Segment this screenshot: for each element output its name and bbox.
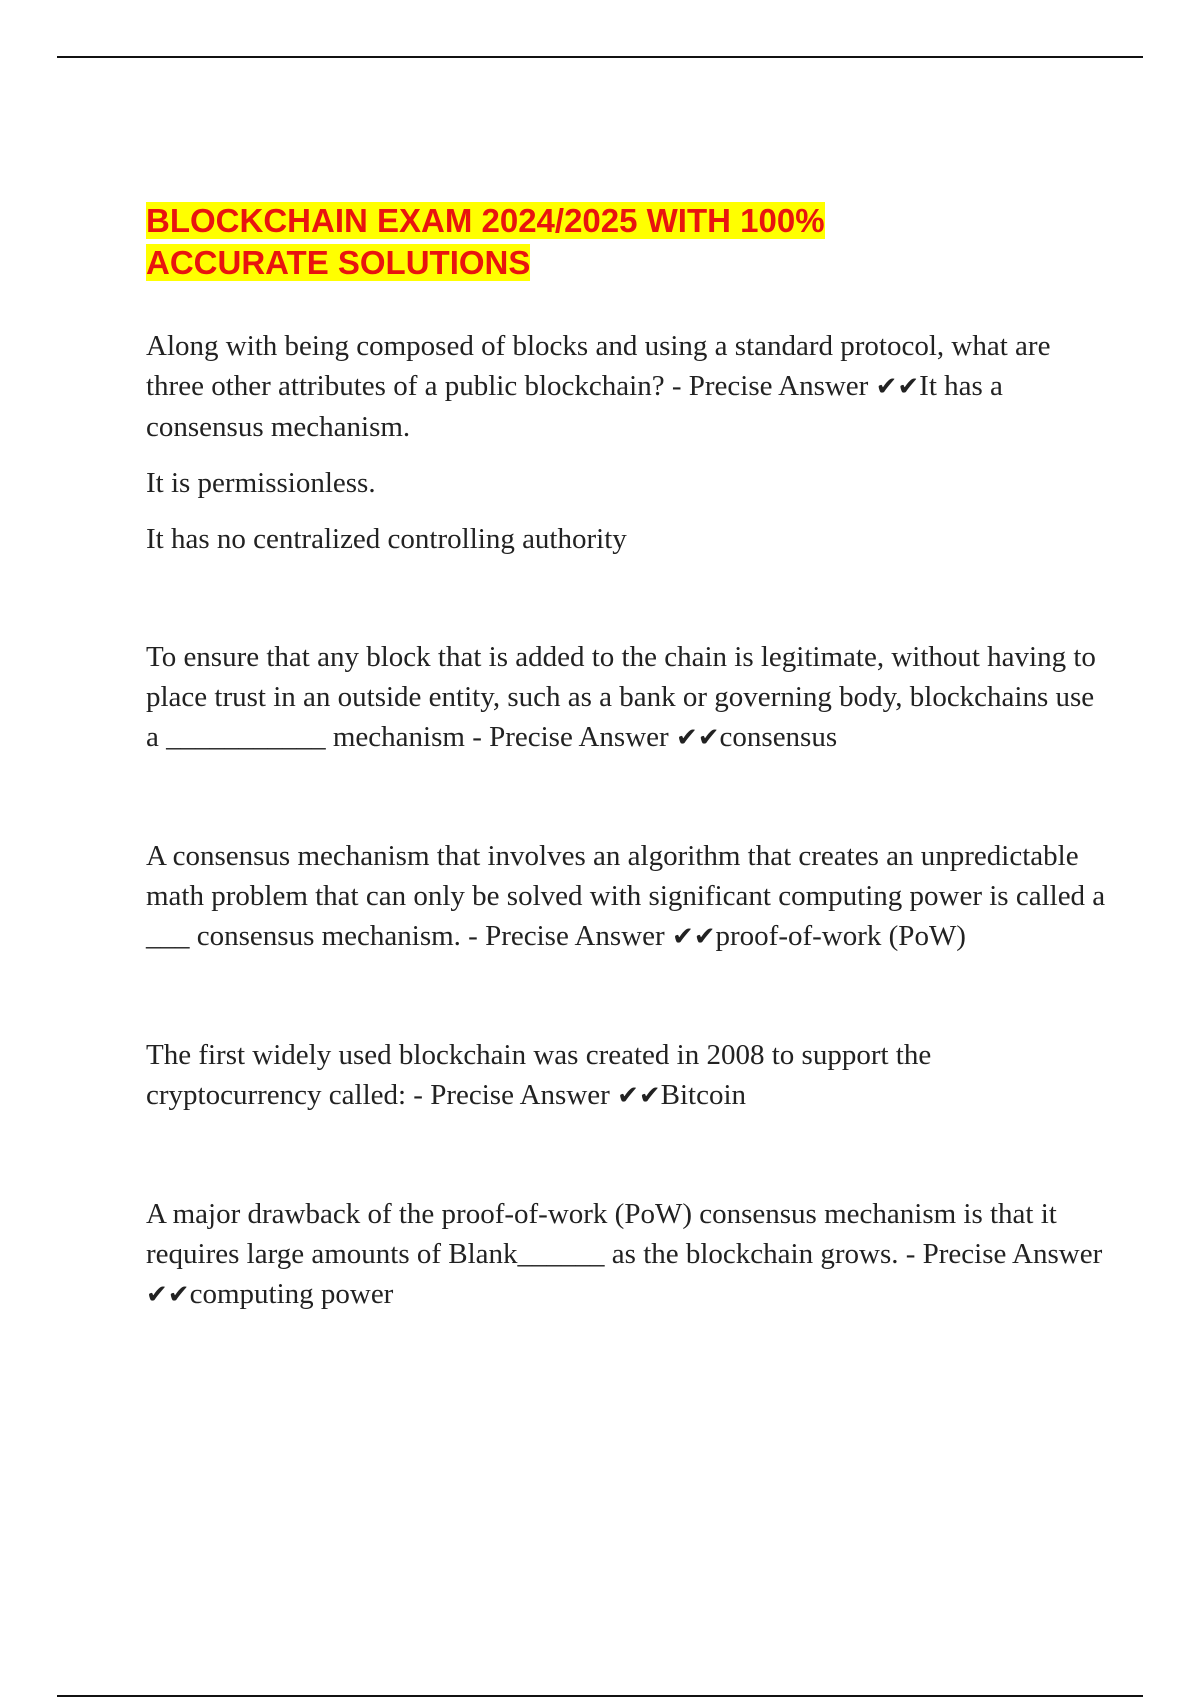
answer-text: computing power xyxy=(189,1278,394,1310)
checkmark-icon: ✔✔ xyxy=(146,1280,190,1310)
answer-text: consensus xyxy=(719,721,838,753)
document-body xyxy=(146,200,1106,1315)
qa-item-2 xyxy=(146,637,1106,758)
checkmark-icon: ✔✔ xyxy=(875,372,920,402)
footer-rule xyxy=(57,1695,1143,1697)
qa-item-4 xyxy=(146,1035,1106,1116)
document-title xyxy=(146,200,1106,284)
qa-paragraph xyxy=(146,1194,1106,1315)
checkmark-icon: ✔✔ xyxy=(617,1081,661,1111)
qa-item-1 xyxy=(146,326,1106,559)
header-rule xyxy=(57,56,1143,58)
title-line-2: ACCURATE SOLUTIONS xyxy=(146,244,531,281)
qa-paragraph xyxy=(146,836,1106,957)
checkmark-icon: ✔✔ xyxy=(671,922,716,952)
qa-paragraph xyxy=(146,637,1106,758)
question-text: A consensus mechanism that involves an algorithm that creates an unpredictable math problem that can only be solved with significant computing power is called a ___ consensus mechanism. - Precise Answer xyxy=(146,840,1106,952)
question-text: Along with being composed of blocks and using a standard protocol, what are three other attributes of a public blockchain? - Precise Answer xyxy=(146,330,1051,402)
qa-item-5 xyxy=(146,1194,1106,1315)
answer-extra-line: It has no centralized controlling authority xyxy=(146,523,627,555)
qa-item-3 xyxy=(146,836,1106,957)
answer-text: It has a consensus mechanism. xyxy=(146,370,1003,443)
question-text: The first widely used blockchain was created in 2008 to support the cryptocurrency called: - Precise Answer xyxy=(146,1039,932,1111)
question-text: To ensure that any block that is added to the chain is legitimate, without having to place trust in an outside entity, such as a bank or governing body, blockchains use a ___________ mechanism - Precise Answer xyxy=(146,641,1096,753)
question-text: A major drawback of the proof-of-work (PoW) consensus mechanism is that it requires large amounts of Blank______ as the blockchain grows. - Precise Answer xyxy=(146,1198,1103,1270)
answer-text: Bitcoin xyxy=(660,1079,747,1111)
answer-text: proof-of-work (PoW) xyxy=(715,920,966,952)
title-line-1: BLOCKCHAIN EXAM 2024/2025 WITH 100% xyxy=(146,202,825,239)
qa-paragraph xyxy=(146,326,1106,447)
answer-extra-line: It is permissionless. xyxy=(146,467,376,499)
qa-paragraph xyxy=(146,1035,1106,1116)
checkmark-icon: ✔✔ xyxy=(675,723,720,753)
